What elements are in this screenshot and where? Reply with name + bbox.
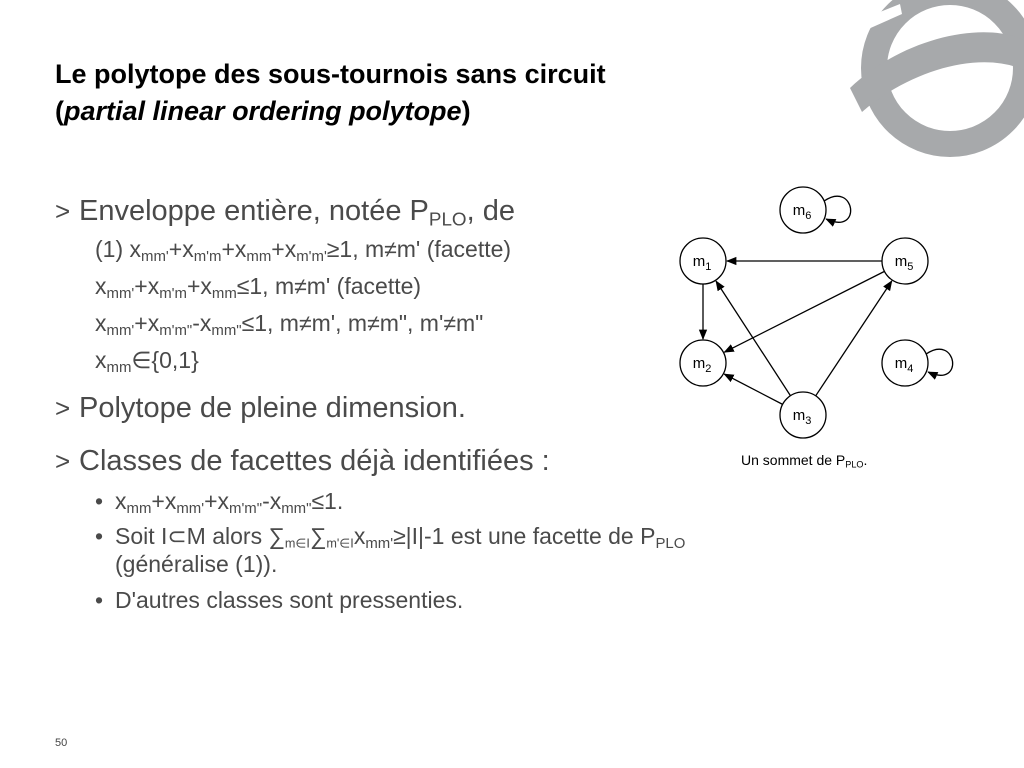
edge-m3-m5 xyxy=(816,281,892,396)
node-label-m4: $m_4$ xyxy=(894,355,914,375)
bullet-enveloppe: > Enveloppe entière, notée $P_{PLO}$, de xyxy=(55,195,515,230)
graph-caption: Un sommet de $P_{PLO}$. xyxy=(741,452,868,470)
node-label-m2: $m_2$ xyxy=(692,355,712,375)
node-m6 xyxy=(780,187,826,233)
graph-edges xyxy=(703,261,892,404)
node-m3 xyxy=(780,392,826,438)
inequality-4: $x_{mm}\in\{0,1\}$ xyxy=(95,347,199,377)
inequality-2: $x_{mm'}+x_{m'm}+x_{mm}\le 1$, m≠m' (facette) xyxy=(95,273,422,303)
edge-m3-m2 xyxy=(724,374,782,404)
chevron-icon: > xyxy=(55,446,71,476)
page-title xyxy=(55,56,815,130)
bullet-dot-icon: • xyxy=(95,488,104,514)
inequality-1: (1) $x_{mm'}+x_{m'm}+x_{mm}+x_{m'm'}\ge 1$, m≠m' (facette) xyxy=(95,236,512,266)
sub-bullet-1: • $x_{mm}+x_{mm'}+x_{m'm"}-x_{mm"}\le 1$. xyxy=(95,488,344,518)
node-label-m1: $m_1$ xyxy=(692,253,712,273)
node-label-m5: $m_5$ xyxy=(894,253,914,273)
edge-m5-m2 xyxy=(724,271,884,352)
node-m1 xyxy=(680,238,726,284)
corporate-logo xyxy=(840,0,1024,170)
self-loop-m4 xyxy=(926,349,953,375)
sub-bullet-3: • D'autres classes sont pressenties. xyxy=(95,587,464,613)
self-loop-m6 xyxy=(824,196,851,222)
slide-number: 50 xyxy=(55,737,68,749)
node-m2 xyxy=(680,340,726,386)
title-line-1: Le polytope des sous-tournois sans circuit xyxy=(55,59,606,89)
node-label-m6: $m_6$ xyxy=(792,202,812,222)
chevron-icon: > xyxy=(55,196,71,226)
inequality-3: $x_{mm'}+x_{m'm"}-x_{mm"}\le 1$, m≠m', m≠m", m'≠m" xyxy=(95,310,484,340)
node-m4 xyxy=(882,340,928,386)
node-label-m3: $m_3$ xyxy=(792,407,812,427)
bullet-classes: > Classes de facettes déjà identifiées : xyxy=(55,445,550,477)
node-m5 xyxy=(882,238,928,284)
sub-bullet-2: • Soit I⊂M alors $\sum_{m\in I}\sum_{m'\in I}x_{mm'}\ge|I|-1$ est une facette de $P_{PLO}$ xyxy=(95,523,686,553)
tournament-graph xyxy=(660,175,980,450)
chevron-icon: > xyxy=(55,393,71,423)
title-line-2: (partial linear ordering polytope) xyxy=(55,96,471,126)
bullet-dot-icon: • xyxy=(95,587,104,613)
sub-bullet-2-continuation: (généralise (1)). xyxy=(115,551,278,577)
title-italic: partial linear ordering polytope xyxy=(64,96,462,126)
bullet-pleine-dimension: > Polytope de pleine dimension. xyxy=(55,392,466,424)
edge-m3-m1 xyxy=(716,281,790,396)
bullet-dot-icon: • xyxy=(95,523,104,549)
